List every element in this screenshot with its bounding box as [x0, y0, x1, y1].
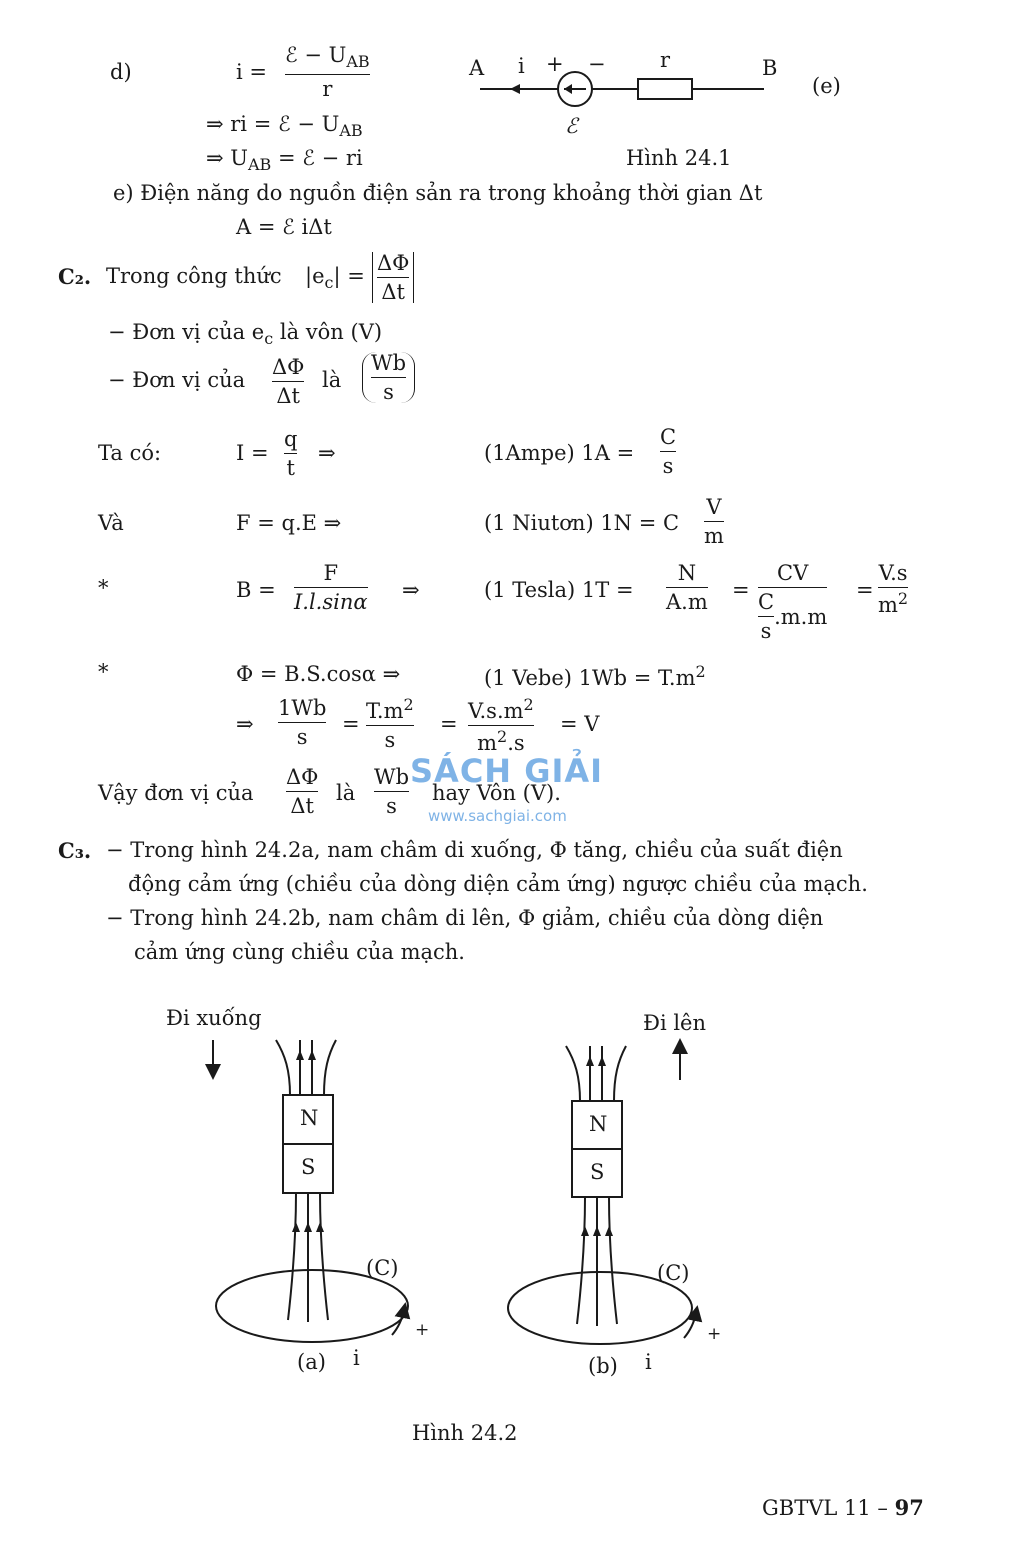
chain-arrow: ⇒	[236, 712, 254, 736]
coil-b-label-b: (b)	[588, 1354, 618, 1378]
watermark-brand: SÁCH GIẢI	[410, 752, 604, 790]
fig-b-motion-label: Đi lên	[643, 1011, 707, 1035]
eq2: ⇒ ri = ℰ − $U_{AB}$	[206, 112, 363, 141]
tesla-eq-2: =	[856, 578, 874, 602]
conclusion-frac-2: Wb s	[374, 765, 410, 819]
ta-co: Ta có:	[98, 441, 162, 465]
coil-b-current: i	[645, 1350, 652, 1374]
i-lhs: I =	[236, 441, 269, 465]
watermark-url: www.sachgiai.com	[428, 807, 567, 825]
tesla-def: (1 Tesla) 1T =	[484, 578, 634, 602]
circuit-label-minus: −	[588, 52, 606, 76]
tesla-eq-1: =	[732, 578, 750, 602]
tesla-frac-2: CV C s .m.m	[758, 561, 828, 644]
part-d-label: d)	[110, 60, 132, 84]
magnet-b	[508, 1046, 696, 1344]
i-arrow: ⇒	[318, 441, 336, 465]
eq3: ⇒ $U_{AB}$ = ℰ − ri	[206, 146, 363, 175]
circuit-label-a: A	[469, 56, 485, 80]
figure-24-2-caption: Hình 24.2	[412, 1421, 518, 1445]
chain-eq-1: =	[342, 712, 360, 736]
magnet-a-south: S	[301, 1155, 316, 1179]
vebe-def: (1 Vebe) $1Wb = T.m^2$	[484, 662, 706, 690]
chain-end: = V	[560, 712, 600, 736]
unit-ec-line: − Đơn vị của $e_c$ là vôn (V)	[108, 320, 383, 349]
footer: GBTVL 11 – 97	[762, 1495, 924, 1520]
b-arrow: ⇒	[402, 578, 420, 602]
conclusion-b: là	[336, 781, 356, 805]
eq1-denominator: r	[322, 76, 333, 101]
magnet-a	[216, 1040, 408, 1342]
magnet-b-north: N	[589, 1112, 608, 1136]
f-eq: F = q.E ⇒	[236, 511, 342, 535]
chain-frac-2: $T.m^2$ s	[366, 695, 414, 753]
chain-frac-1: 1Wb s	[278, 696, 327, 750]
c2-intro: Trong công thức	[106, 264, 282, 288]
circuit-label-emf: ℰ	[565, 114, 578, 138]
page-number: 97	[894, 1495, 924, 1520]
niuton-def: (1 Niutơn) 1N = C	[484, 511, 680, 535]
coil-b-plus: +	[707, 1324, 722, 1344]
coil-a-plus: +	[415, 1320, 430, 1340]
c3-line-1: − Trong hình 24.2a, nam châm di xuống, Φ tăng, chiều của suất điện	[106, 838, 843, 862]
star-1: *	[98, 576, 109, 600]
c3-line-3: − Trong hình 24.2b, nam châm di lên, Φ giảm, chiều của dòng diện	[106, 906, 824, 930]
circuit-part-label: (e)	[812, 74, 841, 98]
figure-24-1-caption: Hình 24.1	[626, 146, 732, 170]
fig-a-motion-label: Đi xuống	[166, 1006, 262, 1030]
unit-frac-dphi-dt: ΔΦ Δt	[272, 355, 305, 409]
ampe-fraction: C s	[660, 425, 677, 479]
c2-dphi-dt-abs: ΔΦ Δt	[372, 252, 414, 303]
c3-label: C₃.	[58, 838, 92, 863]
circuit-label-r: r	[660, 48, 671, 72]
c2-ec-abs: $|e_c|$ =	[305, 264, 365, 293]
conclusion-a: Vậy đơn vị của	[98, 781, 254, 805]
conclusion-frac-1: ΔΦ Δt	[286, 765, 319, 819]
c3-line-4: cảm ứng cùng chiều của mạch.	[134, 940, 465, 964]
c2-label: C₂.	[58, 264, 92, 289]
ampe-def: (1Ampe) 1A =	[484, 441, 635, 465]
eq1-lhs: i =	[236, 60, 267, 84]
coil-b-label: (C)	[657, 1261, 690, 1285]
chain-frac-3: $V.s.m^2$ $m^2.s$	[468, 695, 534, 756]
niuton-fraction: V m	[704, 495, 724, 549]
b-lhs: B =	[236, 578, 276, 602]
va: Và	[98, 511, 124, 535]
tesla-frac-1: N A.m	[666, 561, 708, 615]
magnet-a-north: N	[300, 1106, 319, 1130]
b-fraction: F I.l.sinα	[294, 561, 368, 615]
circuit-label-b: B	[762, 56, 778, 80]
unit-la: là	[322, 368, 342, 392]
i-fraction: q t	[284, 427, 298, 481]
phi-eq: Φ = B.S.cosα ⇒	[236, 662, 401, 686]
tesla-frac-3: V.s $m^2$	[878, 561, 909, 618]
circuit-label-i: i	[518, 54, 525, 78]
unit-wb-s: Wb s	[362, 352, 415, 403]
part-e-text: e) Điện năng do nguồn điện sản ra trong khoảng thời gian Δt	[113, 181, 763, 205]
chain-eq-2: =	[440, 712, 458, 736]
c3-line-2: động cảm ứng (chiều của dòng diện cảm ứng) ngược chiều của mạch.	[128, 872, 868, 896]
circuit-label-plus: +	[546, 52, 564, 76]
conclusion-c: hay Vôn (V).	[432, 781, 561, 805]
eq1-numerator: ℰ − $U_{AB}$	[285, 43, 370, 72]
coil-a-label: (C)	[366, 1256, 399, 1280]
magnet-b-south: S	[590, 1160, 605, 1184]
coil-a-label-a: (a)	[297, 1350, 326, 1374]
part-e-formula: A = ℰ iΔt	[236, 215, 332, 239]
coil-a-current: i	[353, 1346, 360, 1370]
star-2: *	[98, 660, 109, 684]
unit-frac-line: − Đơn vị của	[108, 368, 246, 392]
